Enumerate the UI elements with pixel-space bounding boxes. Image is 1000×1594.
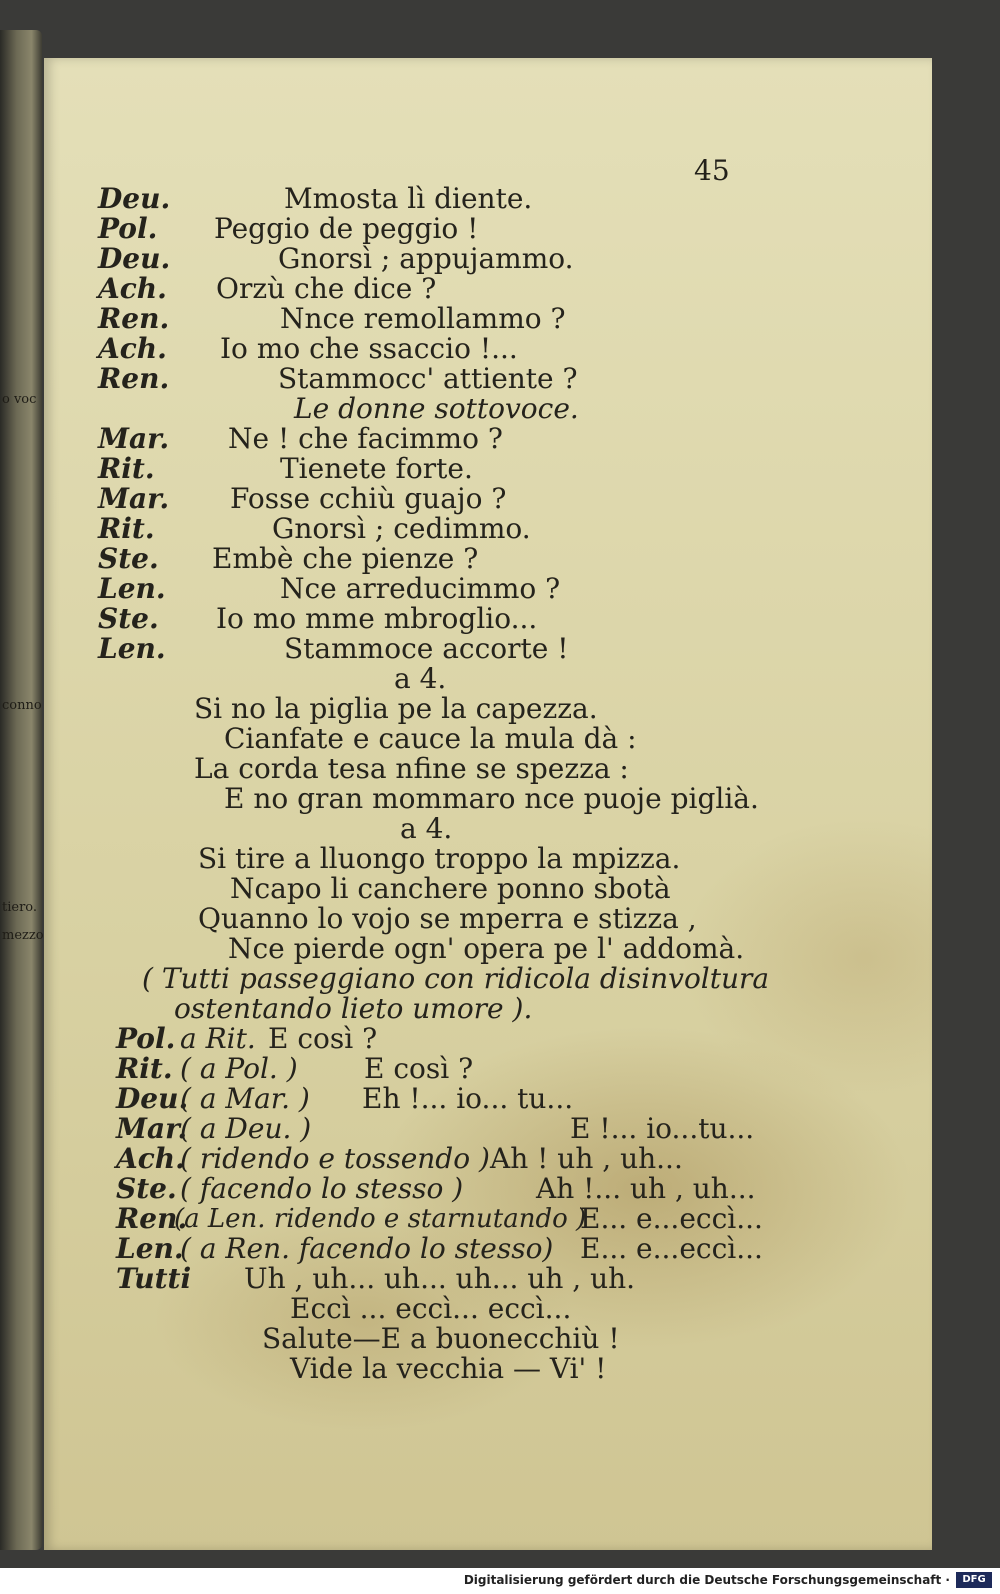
stage-direction: (a Len. ridendo e starnutando ) (174, 1204, 587, 1234)
speaker-label: Ren. (116, 1202, 188, 1235)
stage-direction: ( a Deu. ) (180, 1112, 312, 1145)
speaker-label: Mar. (116, 1112, 188, 1145)
dialogue-line: Io mo mme mbroglio... (216, 602, 538, 635)
speaker-label: Rit. (98, 452, 155, 485)
verse-line: Nce pierde ogn' opera pe l' addomà. (228, 932, 745, 965)
closing-line: Eccì ... eccì... eccì... (290, 1292, 572, 1325)
speaker-label: Len. (116, 1232, 184, 1265)
dialogue-line: Nce arreducimmo ? (280, 572, 561, 605)
closing-line: Vide la vecchia — Vi' ! (290, 1352, 607, 1385)
dialogue-line: Orzù che dice ? (216, 272, 437, 305)
stage-direction: ( facendo lo stesso ) (180, 1172, 464, 1205)
dialogue-line: E... e...eccì... (580, 1232, 763, 1265)
dialogue-line: Nnce remollammo ? (280, 302, 566, 335)
speaker-label: Len. (98, 632, 166, 665)
dialogue-line: Mmosta lì diente. (284, 182, 533, 215)
dfg-logo-icon: DFG (956, 1572, 992, 1588)
dialogue-line: Stammoce accorte ! (284, 632, 569, 665)
dialogue-line: Gnorsì ; cedimmo. (272, 512, 531, 545)
verse-heading: a 4. (394, 662, 447, 695)
stage-direction: ostentando lieto umore ). (174, 992, 533, 1025)
dialogue-line: Ne ! che facimmo ? (228, 422, 503, 455)
stage-direction: ( a Pol. ) (180, 1052, 298, 1085)
stage-direction: ( a Mar. ) (180, 1082, 310, 1115)
stage-direction: ( Tutti passeggiano con ridicola disinvoltura (142, 962, 770, 995)
speaker-label: Mar. (98, 482, 170, 515)
verse-line: Cianfate e cauce la mula dà : (224, 722, 637, 755)
speaker-label: Len. (98, 572, 166, 605)
facing-page-edge (0, 30, 42, 1550)
speaker-label: Ste. (116, 1172, 177, 1205)
dialogue-line: Fosse cchiù guajo ? (230, 482, 507, 515)
dialogue-line: Ah !... uh , uh... (536, 1172, 756, 1205)
dialogue-line: Gnorsì ; appujammo. (278, 242, 574, 275)
stage-direction: ( ridendo e tossendo ) (180, 1142, 490, 1175)
speaker-label: Deu. (98, 182, 171, 215)
facing-page-fragment: mezzo (2, 928, 44, 943)
verse-line: Quanno lo vojo se mperra e stizza , (198, 902, 697, 935)
verse-heading: a 4. (400, 812, 453, 845)
stage-direction: Le donne sottovoce. (294, 392, 579, 425)
speaker-label: Rit. (98, 512, 155, 545)
dialogue-line: Uh , uh... uh... uh... uh , uh. (244, 1262, 636, 1295)
speaker-label: Pol. (116, 1022, 176, 1055)
speaker-label: Rit. (116, 1052, 173, 1085)
dialogue-line: Ah ! uh , uh... (490, 1142, 683, 1175)
speaker-label: Tutti (116, 1262, 192, 1295)
speaker-label: Ach. (116, 1142, 185, 1175)
page-number: 45 (694, 154, 730, 187)
facing-page-fragment: o voc (2, 392, 37, 407)
speaker-label: Ach. (98, 332, 167, 365)
closing-line: Salute—E a buonecchiù ! (262, 1322, 620, 1355)
facing-page-fragment: conno (2, 698, 42, 713)
verse-line: Ncapo li canchere ponno sbotà (230, 872, 671, 905)
dialogue-line: E così ? (268, 1022, 378, 1055)
digitization-footer (0, 1568, 1000, 1594)
dialogue-line: Eh !... io... tu... (362, 1082, 574, 1115)
speaker-label: Ste. (98, 542, 159, 575)
verse-line: Si no la piglia pe la capezza. (194, 692, 598, 725)
dialogue-line: E !... io...tu... (570, 1112, 755, 1145)
verse-line: E no gran mommaro nce puoje piglià. (224, 782, 759, 815)
stage-direction: ( a Ren. facendo lo stesso) (180, 1232, 554, 1265)
dialogue-line: E... e...eccì... (580, 1202, 763, 1235)
speaker-label: Ren. (98, 302, 170, 335)
verse-line: Si tire a lluongo troppo la mpizza. (198, 842, 681, 875)
verse-line: La corda tesa nfine se spezza : (194, 752, 629, 785)
book-page (44, 58, 932, 1550)
speaker-label: Ren. (98, 362, 170, 395)
stage-direction: a Rit. (180, 1022, 256, 1055)
speaker-label: Deu. (98, 242, 171, 275)
dialogue-line: Embè che pienze ? (212, 542, 479, 575)
speaker-label: Mar. (98, 422, 170, 455)
speaker-label: Deu. (116, 1082, 189, 1115)
dialogue-line: Io mo che ssaccio !... (220, 332, 518, 365)
funding-credit: Digitalisierung gefördert durch die Deutsche Forschungsgemeinschaft · (463, 1573, 950, 1587)
speaker-label: Pol. (98, 212, 158, 245)
facing-page-fragment: tiero. (2, 900, 38, 915)
dialogue-line: Tienete forte. (280, 452, 473, 485)
dialogue-line: Peggio de peggio ! (214, 212, 479, 245)
speaker-label: Ste. (98, 602, 159, 635)
dialogue-line: Stammocc' attiente ? (278, 362, 578, 395)
speaker-label: Ach. (98, 272, 167, 305)
dialogue-line: E così ? (364, 1052, 474, 1085)
